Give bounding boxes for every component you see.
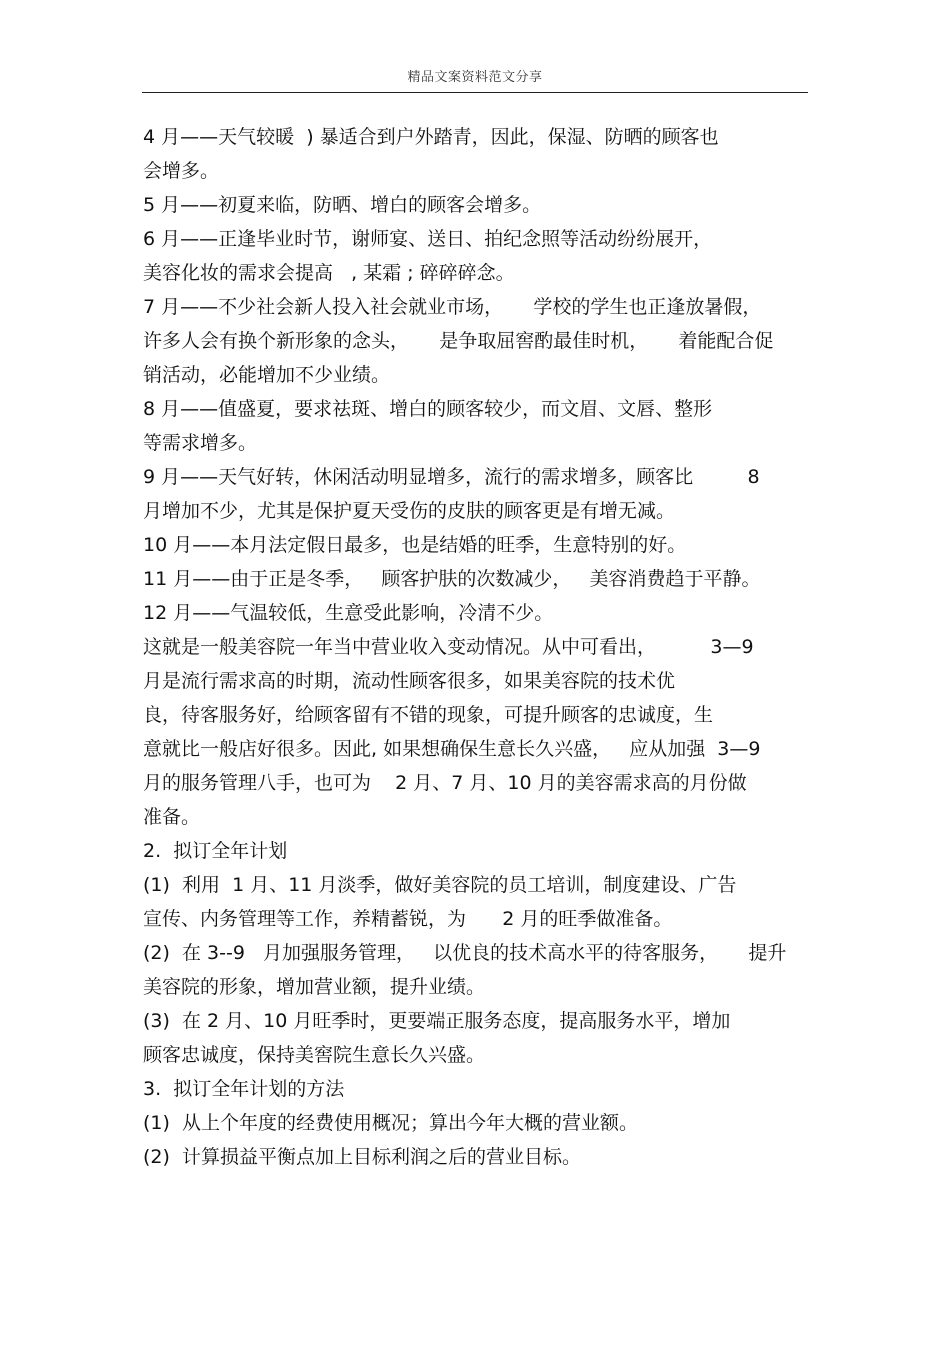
body-line: 5 月——初夏来临，防晒、增白的顾客会增多。 (143, 194, 542, 216)
body-line: 7 月——不少社会新人投入社会就业市场， 学校的学生也正逢放暑假， (143, 296, 762, 318)
section-heading: 2. 拟订全年计划 (143, 840, 288, 862)
body-line: 会增多。 (143, 160, 220, 182)
body-line: 6 月——正逢毕业时节，谢师宴、送日、拍纪念照等活动纷纷展开， (143, 228, 713, 250)
body-line: 准备。 (143, 806, 201, 828)
body-line: (1) 利用 1 月、11 月淡季，做好美容院的员工培训，制度建设、广告 (143, 874, 737, 896)
body-line: 这就是一般美容院一年当中营业收入变动情况。从中可看出， 3—9 (143, 636, 754, 658)
document-body (143, 120, 813, 1174)
page-header (142, 60, 808, 93)
section-heading: 3. 拟订全年计划的方法 (143, 1078, 345, 1100)
body-line: 10 月——本月法定假日最多，也是结婚的旺季，生意特别的好。 (143, 534, 687, 556)
body-line: (2) 在 3--9 月加强服务管理， 以优良的技术高水平的待客服务， 提升 (143, 942, 787, 964)
body-line: (1) 从上个年度的经费使用概况；算出今年大概的营业额。 (143, 1112, 638, 1134)
body-line: 顾客忠诚度，保持美窖院生意长久兴盛。 (143, 1044, 486, 1066)
body-line: 意就比一般店好很多。因此, 如果想确保生意长久兴盛， 应从加强 3—9 (143, 738, 761, 760)
body-line: 月增加不少，尤其是保护夏天受伤的皮肤的顾客更是有增无减。 (143, 500, 676, 522)
body-line: 美容院的形象，增加营业额，提升业绩。 (143, 976, 486, 998)
body-line: 良，待客服务好，给顾客留有不错的现象，可提升顾客的忠诚度，生 (143, 704, 714, 726)
body-line: 等需求增多。 (143, 432, 258, 454)
body-line: 美容化妆的需求会提高 , 某霜 ; 碎碎碎念。 (143, 262, 515, 284)
body-line: 9 月——天气好转，休闲活动明显增多，流行的需求增多，顾客比 8 (143, 466, 760, 488)
body-line: 12 月——气温较低，生意受此影响，冷清不少。 (143, 602, 554, 624)
body-line: 销活动，必能增加不少业绩。 (143, 364, 391, 386)
body-line: (3) 在 2 月、10 月旺季时，更要端正服务态度，提高服务水平，增加 (143, 1010, 731, 1032)
body-line: 宣传、内务管理等工作，养精蓄锐，为 2 月的旺季做准备。 (143, 908, 673, 930)
body-line: 8 月——值盛夏，要求祛斑、增白的顾客较少，而文眉、文唇、整形 (143, 398, 713, 420)
header-title: 精品文案资料范文分享 (407, 70, 543, 85)
body-line: 4 月——天气较暖 ) 暴适合到户外踏青，因此，保湿、防晒的顾客也 (143, 126, 719, 148)
body-line: 月是流行需求高的时期，流动性顾客很多，如果美容院的技术优 (143, 670, 676, 692)
body-line: 月的服务管理八手，也可为 2 月、7 月、10 月的美容需求高的月份做 (143, 772, 747, 794)
body-line: 许多人会有换个新形象的念头， 是争取屈窖酌最佳时机， 着能配合促 (143, 330, 774, 352)
body-line: (2) 计算损益平衡点加上目标利润之后的营业目标。 (143, 1146, 581, 1168)
body-line: 11 月——由于正是冬季， 顾客护肤的次数减少， 美容消费趋于平静。 (143, 568, 761, 590)
